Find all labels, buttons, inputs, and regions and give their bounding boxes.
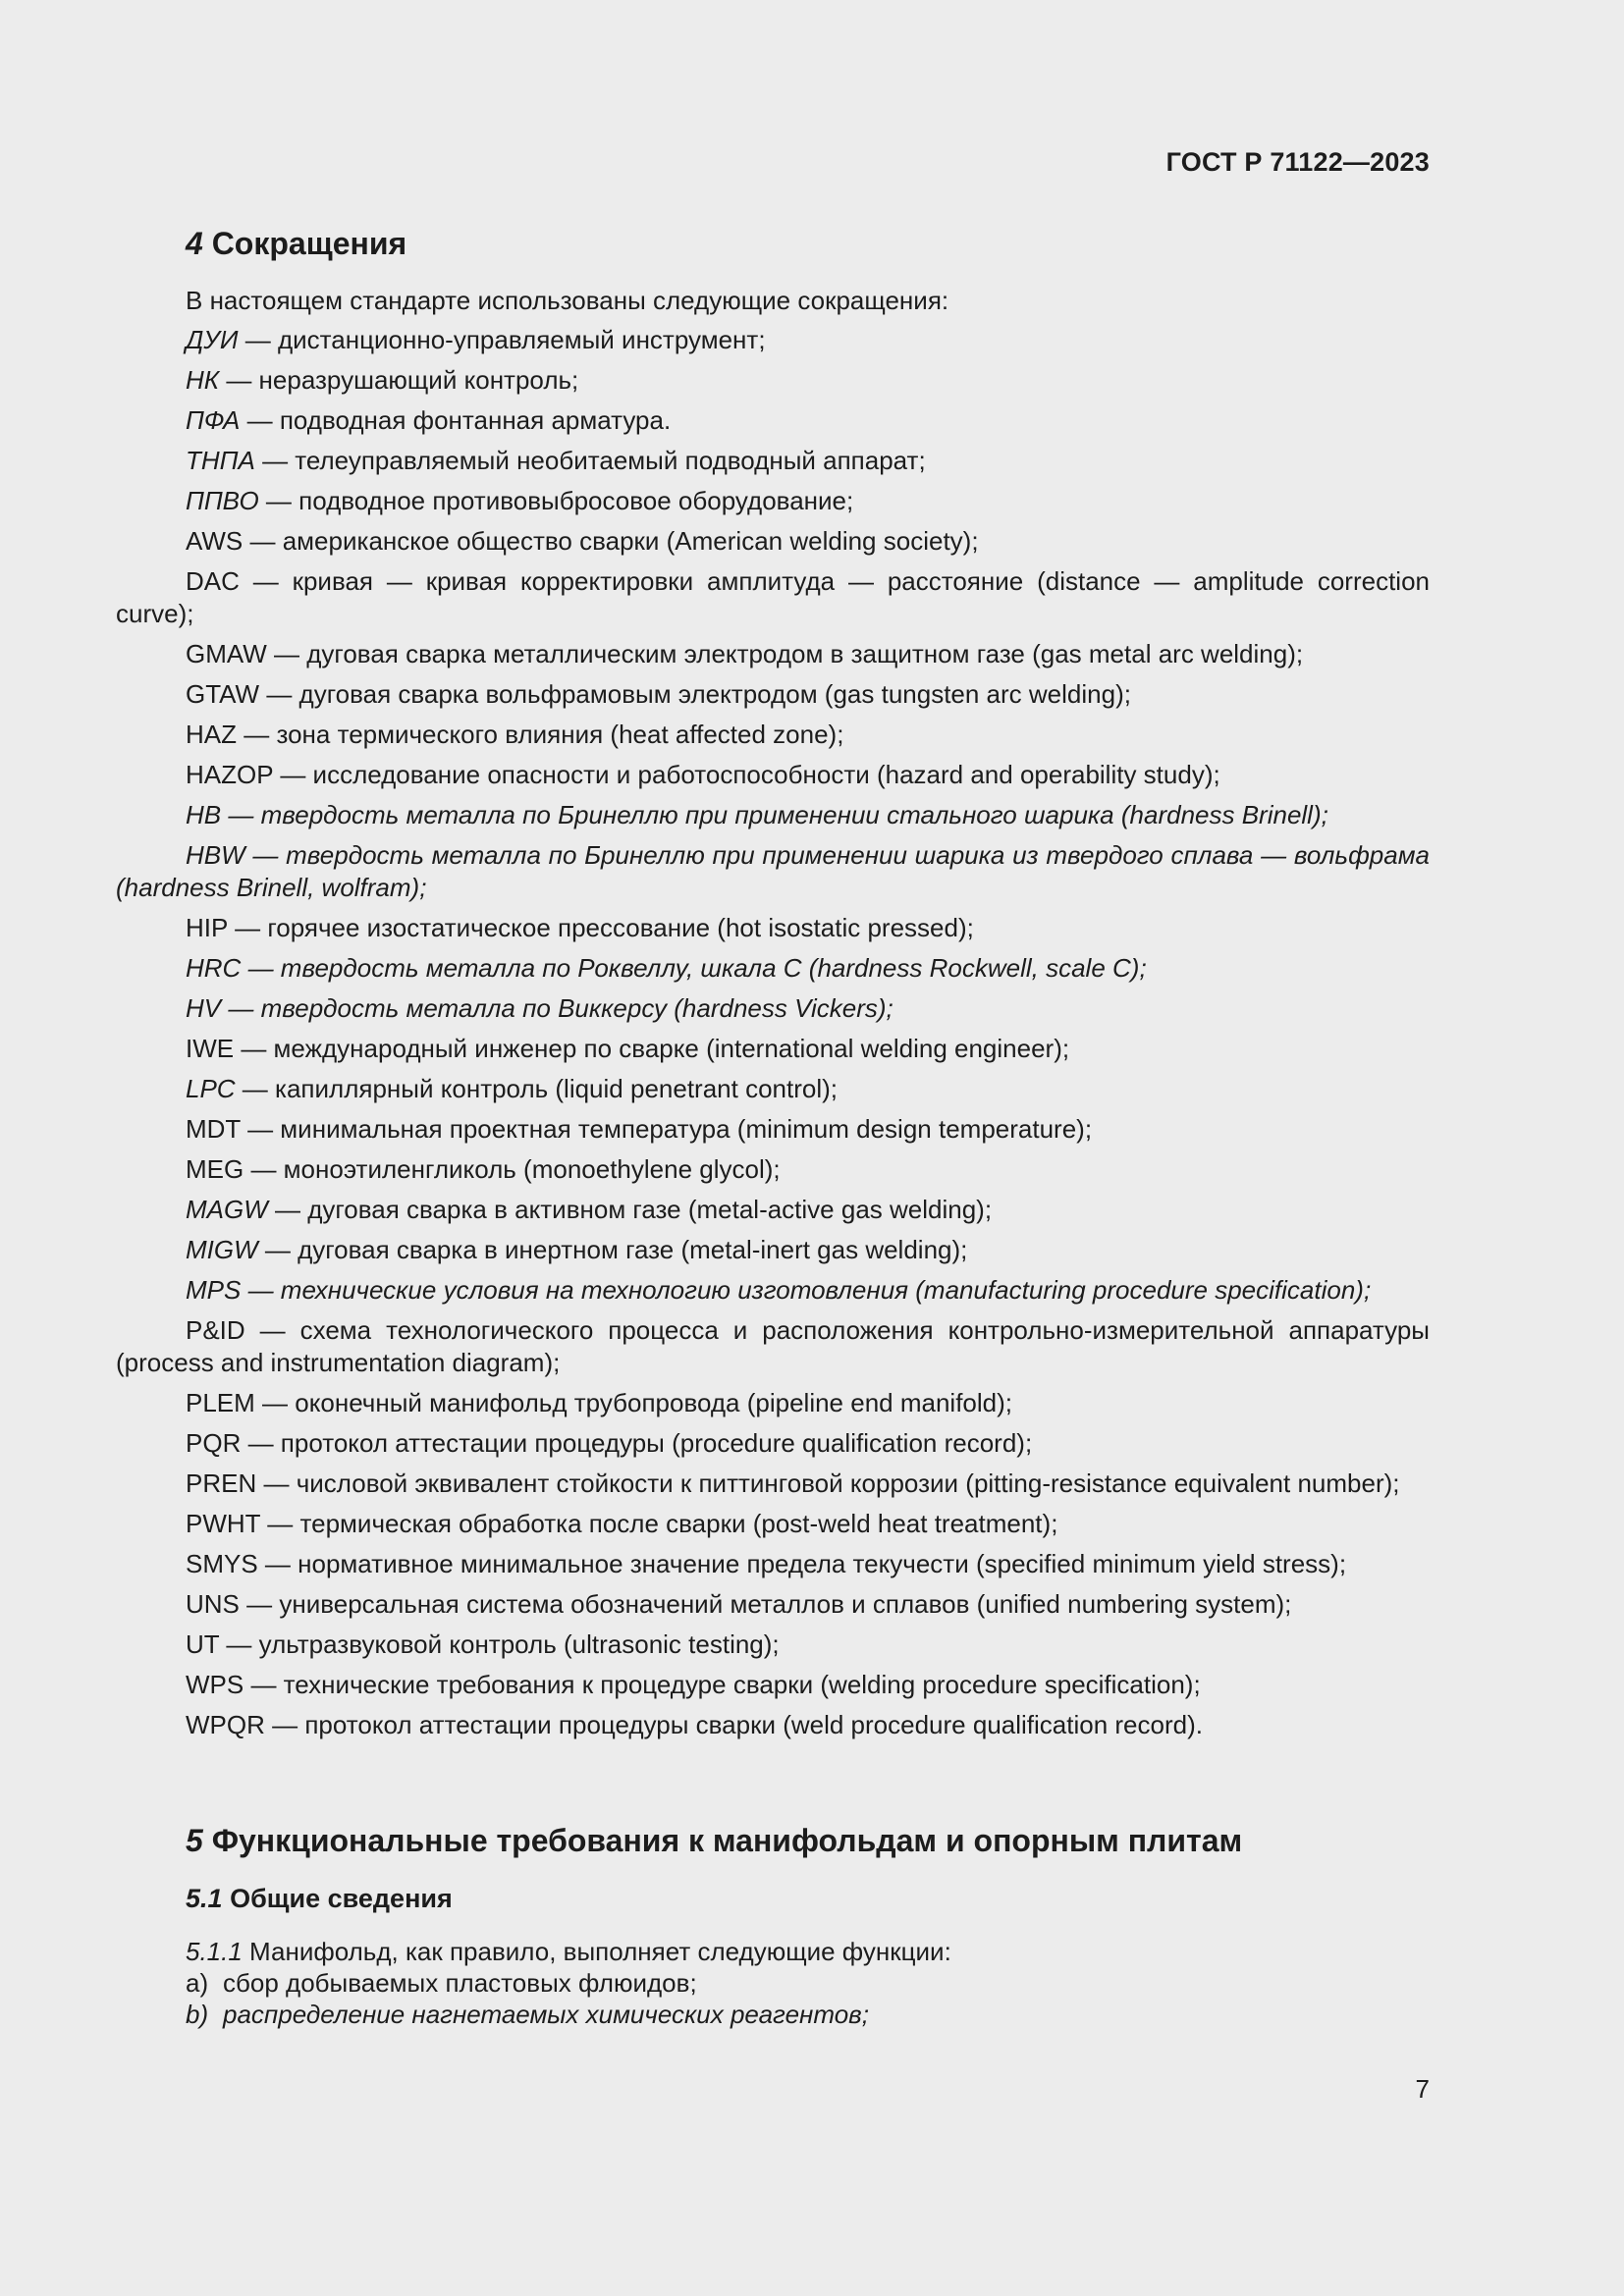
function-item [186,1999,869,2030]
subsection-number: 5.1 [186,1884,223,1913]
abbreviation-item [116,1669,1430,1701]
abbreviation-item [116,1588,1430,1621]
abbreviation-item [116,1508,1430,1540]
page-number: 7 [1415,2074,1430,2104]
abbreviation-item [116,1387,1430,1419]
abbreviation-definition: — моноэтиленгликоль (monoethylene glycol); [244,1154,781,1184]
abbreviation-term: PQR [186,1428,242,1458]
abbreviation-definition: — подводная фонтанная арматура. [240,405,672,435]
section-number: 4 [186,226,203,261]
abbreviation-item [116,912,1430,944]
abbreviation-definition: — технические условия на технологию изготовления (manufacturing procedure specification); [241,1275,1372,1305]
abbreviation-definition: — твердость металла по Роквеллу, шкала С (hardness Rockwell, scale C); [241,953,1147,983]
abbreviation-item [116,1709,1430,1741]
abbreviation-term: MDT [186,1114,241,1144]
abbreviation-definition: — универсальная система обозначений металлов и сплавов (unified numbering system); [239,1589,1292,1619]
abbreviation-term: PLEM [186,1388,255,1417]
abbreviation-term: HRC [186,953,242,983]
abbreviation-item [116,1073,1430,1105]
abbreviation-item [116,1427,1430,1460]
abbreviation-item [116,799,1430,831]
abbreviation-item [116,404,1430,437]
abbreviation-term: P&ID [186,1315,245,1345]
abbreviation-term: IWE [186,1034,235,1063]
abbreviation-item [116,678,1430,711]
abbreviation-item [116,992,1430,1025]
abbreviation-term: HBW [186,840,245,870]
abbreviation-item [116,638,1430,670]
abbreviation-term: WPQR [186,1710,265,1739]
subsection-title: Общие сведения [230,1884,453,1913]
abbreviation-term: WPS [186,1670,244,1699]
subsection-5-1-heading [186,1884,453,1914]
abbreviation-item [116,1629,1430,1661]
section-title: Сокращения [211,226,407,261]
abbreviation-definition: — числовой эквивалент стойкости к питтинговой коррозии (pitting-resistance equivalent number); [256,1468,1400,1498]
abbreviation-definition: — американское общество сварки (American welding society); [243,526,979,556]
abbreviation-term: MEG [186,1154,244,1184]
abbreviation-term: PREN [186,1468,257,1498]
section-4-intro: В настоящем стандарте использованы следующие сокращения: [186,286,949,315]
abbreviation-definition: — исследование опасности и работоспособности (hazard and operability study); [273,760,1220,789]
abbreviation-item [116,719,1430,751]
abbreviation-item [116,1113,1430,1146]
abbreviation-term: MIGW [186,1235,258,1264]
abbreviation-item [116,1153,1430,1186]
abbreviation-item [116,839,1430,904]
abbreviation-item [116,1194,1430,1226]
abbreviation-item [116,445,1430,477]
abbreviation-item [116,525,1430,558]
abbreviation-item [116,1314,1430,1379]
abbreviation-term: ДУИ [186,325,239,354]
abbreviation-definition: — минимальная проектная температура (minimum design temperature); [240,1114,1093,1144]
abbreviation-definition: — схема технологического процесса и расположения контрольно-измерительной аппаратуры (process and instrumentation diagram); [116,1315,1430,1377]
abbreviation-term: HAZ [186,720,237,749]
abbreviation-definition: — кривая — кривая корректировки амплитуда — расстояние (distance — amplitude correction curve); [116,566,1430,628]
abbreviation-item [116,1274,1430,1307]
abbreviation-term: HV [186,993,222,1023]
abbreviation-term: UNS [186,1589,240,1619]
abbreviation-term: GMAW [186,639,267,668]
abbreviation-definition: — неразрушающий контроль; [219,365,579,395]
document-code: ГОСТ Р 71122—2023 [1165,147,1430,177]
abbreviation-term: ПФА [186,405,241,435]
abbreviation-definition: — телеуправляемый необитаемый подводный аппарат; [254,446,926,475]
section-number: 5 [186,1823,203,1858]
abbreviation-definition: — протокол аттестации процедуры (procedure qualification record); [241,1428,1033,1458]
abbreviation-definition: — горячее изостатическое прессование (hot isostatic pressed); [227,913,974,942]
abbreviation-term: НК [186,365,220,395]
abbreviation-definition: — твердость металла по Виккерсу (hardness Vickers); [221,993,893,1023]
abbreviation-term: ППВО [186,486,259,515]
paragraph-text: Манифольд, как правило, выполняет следующие функции: [242,1937,951,1966]
abbreviation-item [116,1234,1430,1266]
abbreviation-definition: — зона термического влияния (heat affected zone); [237,720,844,749]
item-marker: b) [186,2000,209,2029]
abbreviation-definition: — дуговая сварка в активном газе (metal-active gas welding); [267,1195,993,1224]
abbreviation-term: AWS [186,526,244,556]
item-text: сбор добываемых пластовых флюидов; [223,1968,697,1998]
abbreviation-definition: — капиллярный контроль (liquid penetrant control); [235,1074,838,1103]
abbreviation-definition: — твердость металла по Бринеллю при применении стального шарика (hardness Brinell); [221,800,1328,829]
abbreviation-list [116,324,1430,1749]
abbreviation-term: SMYS [186,1549,258,1578]
abbreviation-item [116,759,1430,791]
abbreviation-term: HAZOP [186,760,274,789]
abbreviation-term: HIP [186,913,228,942]
function-item [186,1967,869,1999]
section-5-heading [186,1823,1242,1859]
abbreviation-definition: — протокол аттестации процедуры сварки (weld procedure qualification record). [264,1710,1203,1739]
abbreviation-definition: — подводное противовыбросовое оборудование; [258,486,854,515]
abbreviation-definition: — международный инженер по сварке (international welding engineer); [234,1034,1070,1063]
function-list [186,1967,869,2030]
abbreviation-term: ТНПА [186,446,255,475]
abbreviation-item [116,1548,1430,1580]
section-title: Функциональные требования к манифольдам и опорным плитам [211,1823,1243,1858]
abbreviation-definition: — твердость металла по Бринеллю при применении шарика из твердого сплава — вольфрама (hardness Brinell, wolfram); [116,840,1430,902]
item-text: распределение нагнетаемых химических реагентов; [223,2000,869,2029]
abbreviation-item [116,1033,1430,1065]
abbreviation-term: MAGW [186,1195,268,1224]
abbreviation-definition: — ультразвуковой контроль (ultrasonic testing); [219,1629,780,1659]
abbreviation-definition: — дуговая сварка вольфрамовым электродом (gas tungsten arc welding); [259,679,1131,709]
abbreviation-term: MPS [186,1275,242,1305]
abbreviation-term: UT [186,1629,220,1659]
abbreviation-term: PWHT [186,1509,261,1538]
abbreviation-term: LPC [186,1074,236,1103]
abbreviation-term: HB [186,800,222,829]
paragraph-5-1-1 [186,1936,951,1967]
abbreviation-term: GTAW [186,679,260,709]
abbreviation-item [116,565,1430,630]
abbreviation-term: DAC [186,566,240,596]
abbreviation-definition: — дуговая сварка в инертном газе (metal-inert gas welding); [257,1235,968,1264]
abbreviation-item [116,952,1430,985]
item-marker: a) [186,1968,209,1998]
abbreviation-definition: — оконечный манифольд трубопровода (pipeline end manifold); [254,1388,1013,1417]
abbreviation-definition: — нормативное минимальное значение предела текучести (specified minimum yield stress); [257,1549,1347,1578]
paragraph-number: 5.1.1 [186,1937,243,1966]
abbreviation-item [116,324,1430,356]
abbreviation-definition: — дуговая сварка металлическим электродом в защитном газе (gas metal arc welding); [266,639,1304,668]
abbreviation-definition: — дистанционно-управляемый инструмент; [238,325,766,354]
section-4-heading [186,226,406,262]
abbreviation-definition: — технические требования к процедуре сварки (welding procedure specification); [244,1670,1201,1699]
abbreviation-item [116,364,1430,397]
abbreviation-definition: — термическая обработка после сварки (post-weld heat treatment); [260,1509,1058,1538]
abbreviation-item [116,485,1430,517]
abbreviation-item [116,1468,1430,1500]
